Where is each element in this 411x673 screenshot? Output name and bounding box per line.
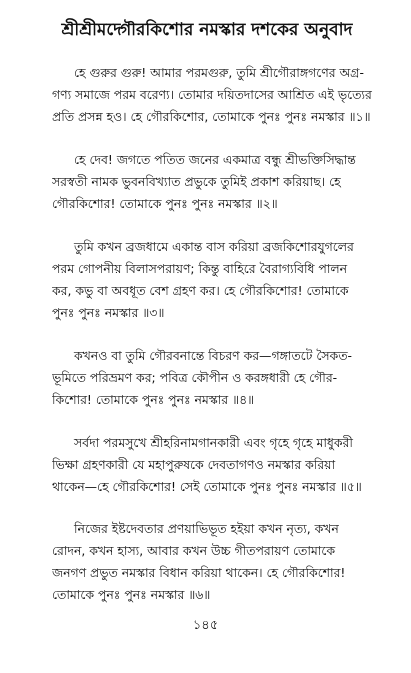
paragraph-line: প্রতি প্রসন্ন হও। হে গৌরকিশোর, তোমাকে পুনঃ পুনঃ নমস্কার ॥১॥: [52, 109, 371, 124]
paragraph-line: তোমাকে পুনঃ পুনঃ নমস্কার ॥৬॥: [52, 587, 211, 602]
paragraph-line: পুনঃ পুনঃ নমস্কার ॥৩॥: [52, 305, 165, 320]
paragraph-line: গণ্য সমাজে পরম বরেণ্য। তোমার দয়িতদাসের আশ্রিত এই ভৃত্যের: [52, 87, 372, 102]
paragraph-line: রোদন, কখন হাস্য, আবার কখন উচ্চ গীতপরায়ণ তোমাকে: [52, 543, 336, 558]
paragraph-verse-3: [52, 236, 378, 324]
paragraph-line: কখনও বা তুমি গৌরবনান্তে বিচরণ কর—গঙ্গাতটে সৈকত-: [74, 348, 352, 363]
paragraph-line: হে দেব! জগতে পতিত জনের একমাত্র বন্ধু শ্রীভক্তিসিদ্ধান্ত: [74, 152, 356, 167]
paragraph-line: তুমি কখন ব্রজধামে একান্ত বাস করিয়া ব্রজকিশোরযুগলের: [74, 239, 354, 254]
page-title: শ্রীশ্রীমদ্গৌরকিশোর নমস্কার দশকের অনুবাদ: [61, 20, 353, 40]
paragraph-line: জনগণ প্রভুত নমস্কার বিধান করিয়া থাকেন। হে গৌরকিশোর!: [52, 565, 346, 580]
paragraph-verse-6: [52, 518, 378, 606]
paragraph-line: গৌরকিশোর! তোমাকে পুনঃ পুনঃ নমস্কার ॥২॥: [52, 196, 278, 211]
paragraph-line: ভূমিতে পরিভ্রমণ কর; পবিত্র কৌপীন ও করঙ্গধারী হে গৌর-: [52, 370, 338, 385]
paragraph-line: নিজের ইষ্টদেবতার প্রণয়াভিভূত হইয়া কখন নৃত্য, কখন: [74, 521, 339, 536]
paragraph-line: ভিক্ষা গ্রহণকারী যে মহাপুরুষকে দেবতাগণও নমস্কার করিয়া: [52, 457, 336, 472]
paragraph-verse-4: [52, 345, 378, 411]
paragraph-line: কর, কভু বা অবধূত বেশ গ্রহণ কর। হে গৌরকিশোর! তোমাকে: [52, 283, 349, 298]
paragraph-verse-1: [52, 62, 378, 128]
paragraph-line: হে গুরুর গুরু! আমার পরমগুরু, তুমি শ্রীগৌরাঙ্গগণের অগ্র-: [74, 65, 364, 80]
paragraph-line: থাকেন—হে গৌরকিশোর! সেই তোমাকে পুনঃ পুনঃ নমস্কার ॥৫॥: [52, 479, 362, 494]
paragraph-line: সরস্বতী নামক ভুবনবিখ্যাত প্রভুকে তুমিই প্রকাশ করিয়াছ। হে: [52, 174, 341, 189]
paragraph-line: সর্বদা পরমসুখে শ্রীহরিনামগানকারী এবং গৃহে গৃহে মাধুকরী: [74, 435, 353, 450]
paragraph-verse-5: [52, 432, 378, 498]
paragraph-line: পরম গোপনীয় বিলাসপরায়ণ; কিন্তু বাহিরে বৈরাগ্যবিধি পালন: [52, 261, 348, 276]
paragraph-verse-2: [52, 149, 378, 215]
paragraph-line: কিশোর! তোমাকে পুনঃ পুনঃ নমস্কার ॥৪॥: [52, 392, 255, 407]
page-number: ১৪৫: [192, 618, 219, 633]
